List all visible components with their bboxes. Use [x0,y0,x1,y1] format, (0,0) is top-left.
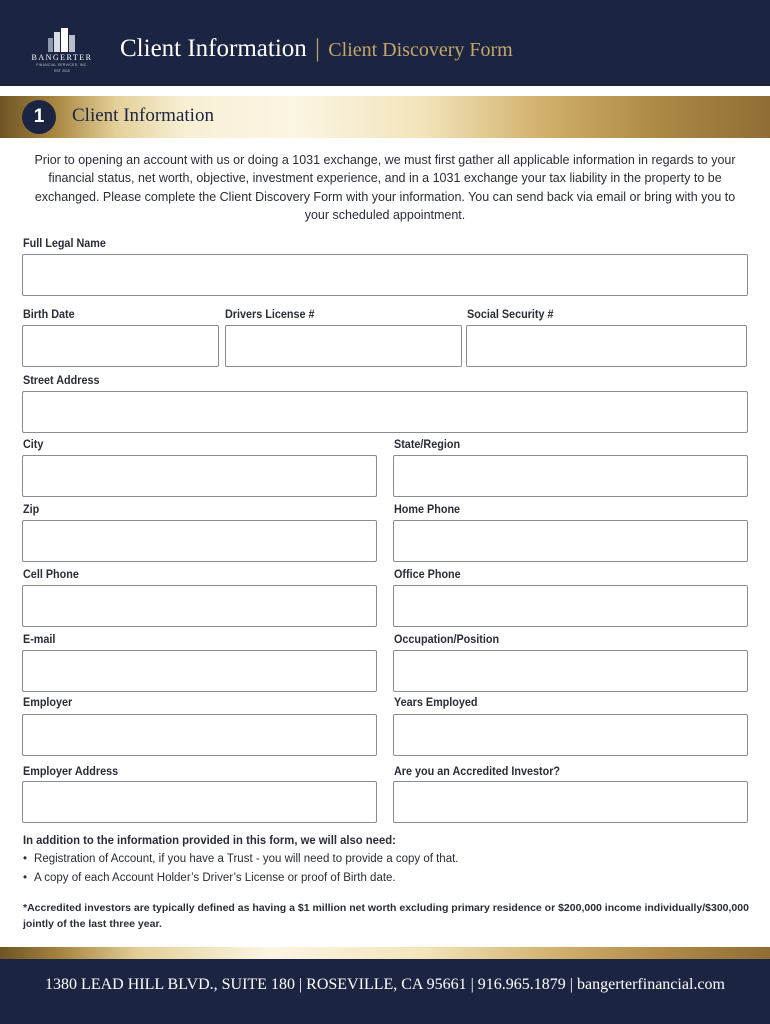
drivers-license-label: Drivers License # [225,309,315,321]
home-phone-label: Home Phone [394,504,461,516]
full-legal-name-field[interactable] [22,254,748,296]
section-number-badge: 1 [22,100,56,134]
page-title [120,35,513,63]
employer-label: Employer [23,697,73,709]
full-legal-name-label: Full Legal Name [23,238,106,250]
years-employed-label: Years Employed [394,697,478,709]
zip-field[interactable] [22,520,377,562]
street-address-field[interactable] [22,391,748,433]
office-phone-field[interactable] [393,585,748,627]
logo-name: BANGERTER [31,53,93,62]
footer-gold-band [0,947,770,959]
birth-date-field[interactable] [22,325,219,367]
cell-phone-field[interactable] [22,585,377,627]
additional-needs-list [23,850,459,888]
occupation-field[interactable] [393,650,748,692]
accredited-footnote: *Accredited investors are typically defined as having a $1 million net worth excluding primary residence or $200,000 income individually/$300,000 jointly of the last three year. [23,902,749,930]
title-main: Client Information [120,35,307,62]
company-logo [28,28,96,72]
zip-label: Zip [23,504,40,516]
building-icon [46,28,78,52]
social-security-label: Social Security # [467,309,554,321]
section-title: Client Information [72,105,214,126]
accredited-investor-field[interactable] [393,781,748,823]
cell-phone-label: Cell Phone [23,569,79,581]
drivers-license-field[interactable] [225,325,462,367]
intro-paragraph: Prior to opening an account with us or doing a 1031 exchange, we must first gather all applicable information in regards to your financial status, net worth, objective, investment experience, and in a 1031 exchange your tax liability in the property to be exchanged. Please complete the Client Discovery Form with your information. You can send back via email or bring with you to your scheduled appointment. [34,153,736,222]
city-field[interactable] [22,455,377,497]
home-phone-field[interactable] [393,520,748,562]
office-phone-label: Office Phone [394,569,461,581]
title-separator: | [315,35,321,62]
employer-address-label: Employer Address [23,766,119,778]
list-item: • Registration of Account, if you have a Trust - you will need to provide a copy of that. [23,850,459,869]
logo-subtitle: FINANCIAL SERVICES, INC. [36,63,88,67]
list-item: • A copy of each Account Holder’s Driver’s License or proof of Birth date. [23,869,459,888]
social-security-field[interactable] [466,325,747,367]
accredited-investor-label: Are you an Accredited Investor? [394,766,560,778]
logo-established: EST. 2010 [54,69,70,73]
employer-field[interactable] [22,714,377,756]
state-region-field[interactable] [393,455,748,497]
footer-contact: 1380 LEAD HILL BLVD., SUITE 180 | ROSEVILLE, CA 95661 | 916.965.1879 | bangerterfinancial.com [45,976,725,993]
additional-needs-title: In addition to the information provided in this form, we will also need: [23,833,396,847]
occupation-label: Occupation/Position [394,634,500,646]
title-subtitle: Client Discovery Form [328,39,513,61]
city-label: City [23,439,44,451]
years-employed-field[interactable] [393,714,748,756]
birth-date-label: Birth Date [23,309,75,321]
state-region-label: State/Region [394,439,461,451]
email-label: E-mail [23,634,56,646]
street-address-label: Street Address [23,375,100,387]
employer-address-field[interactable] [22,781,377,823]
email-field[interactable] [22,650,377,692]
